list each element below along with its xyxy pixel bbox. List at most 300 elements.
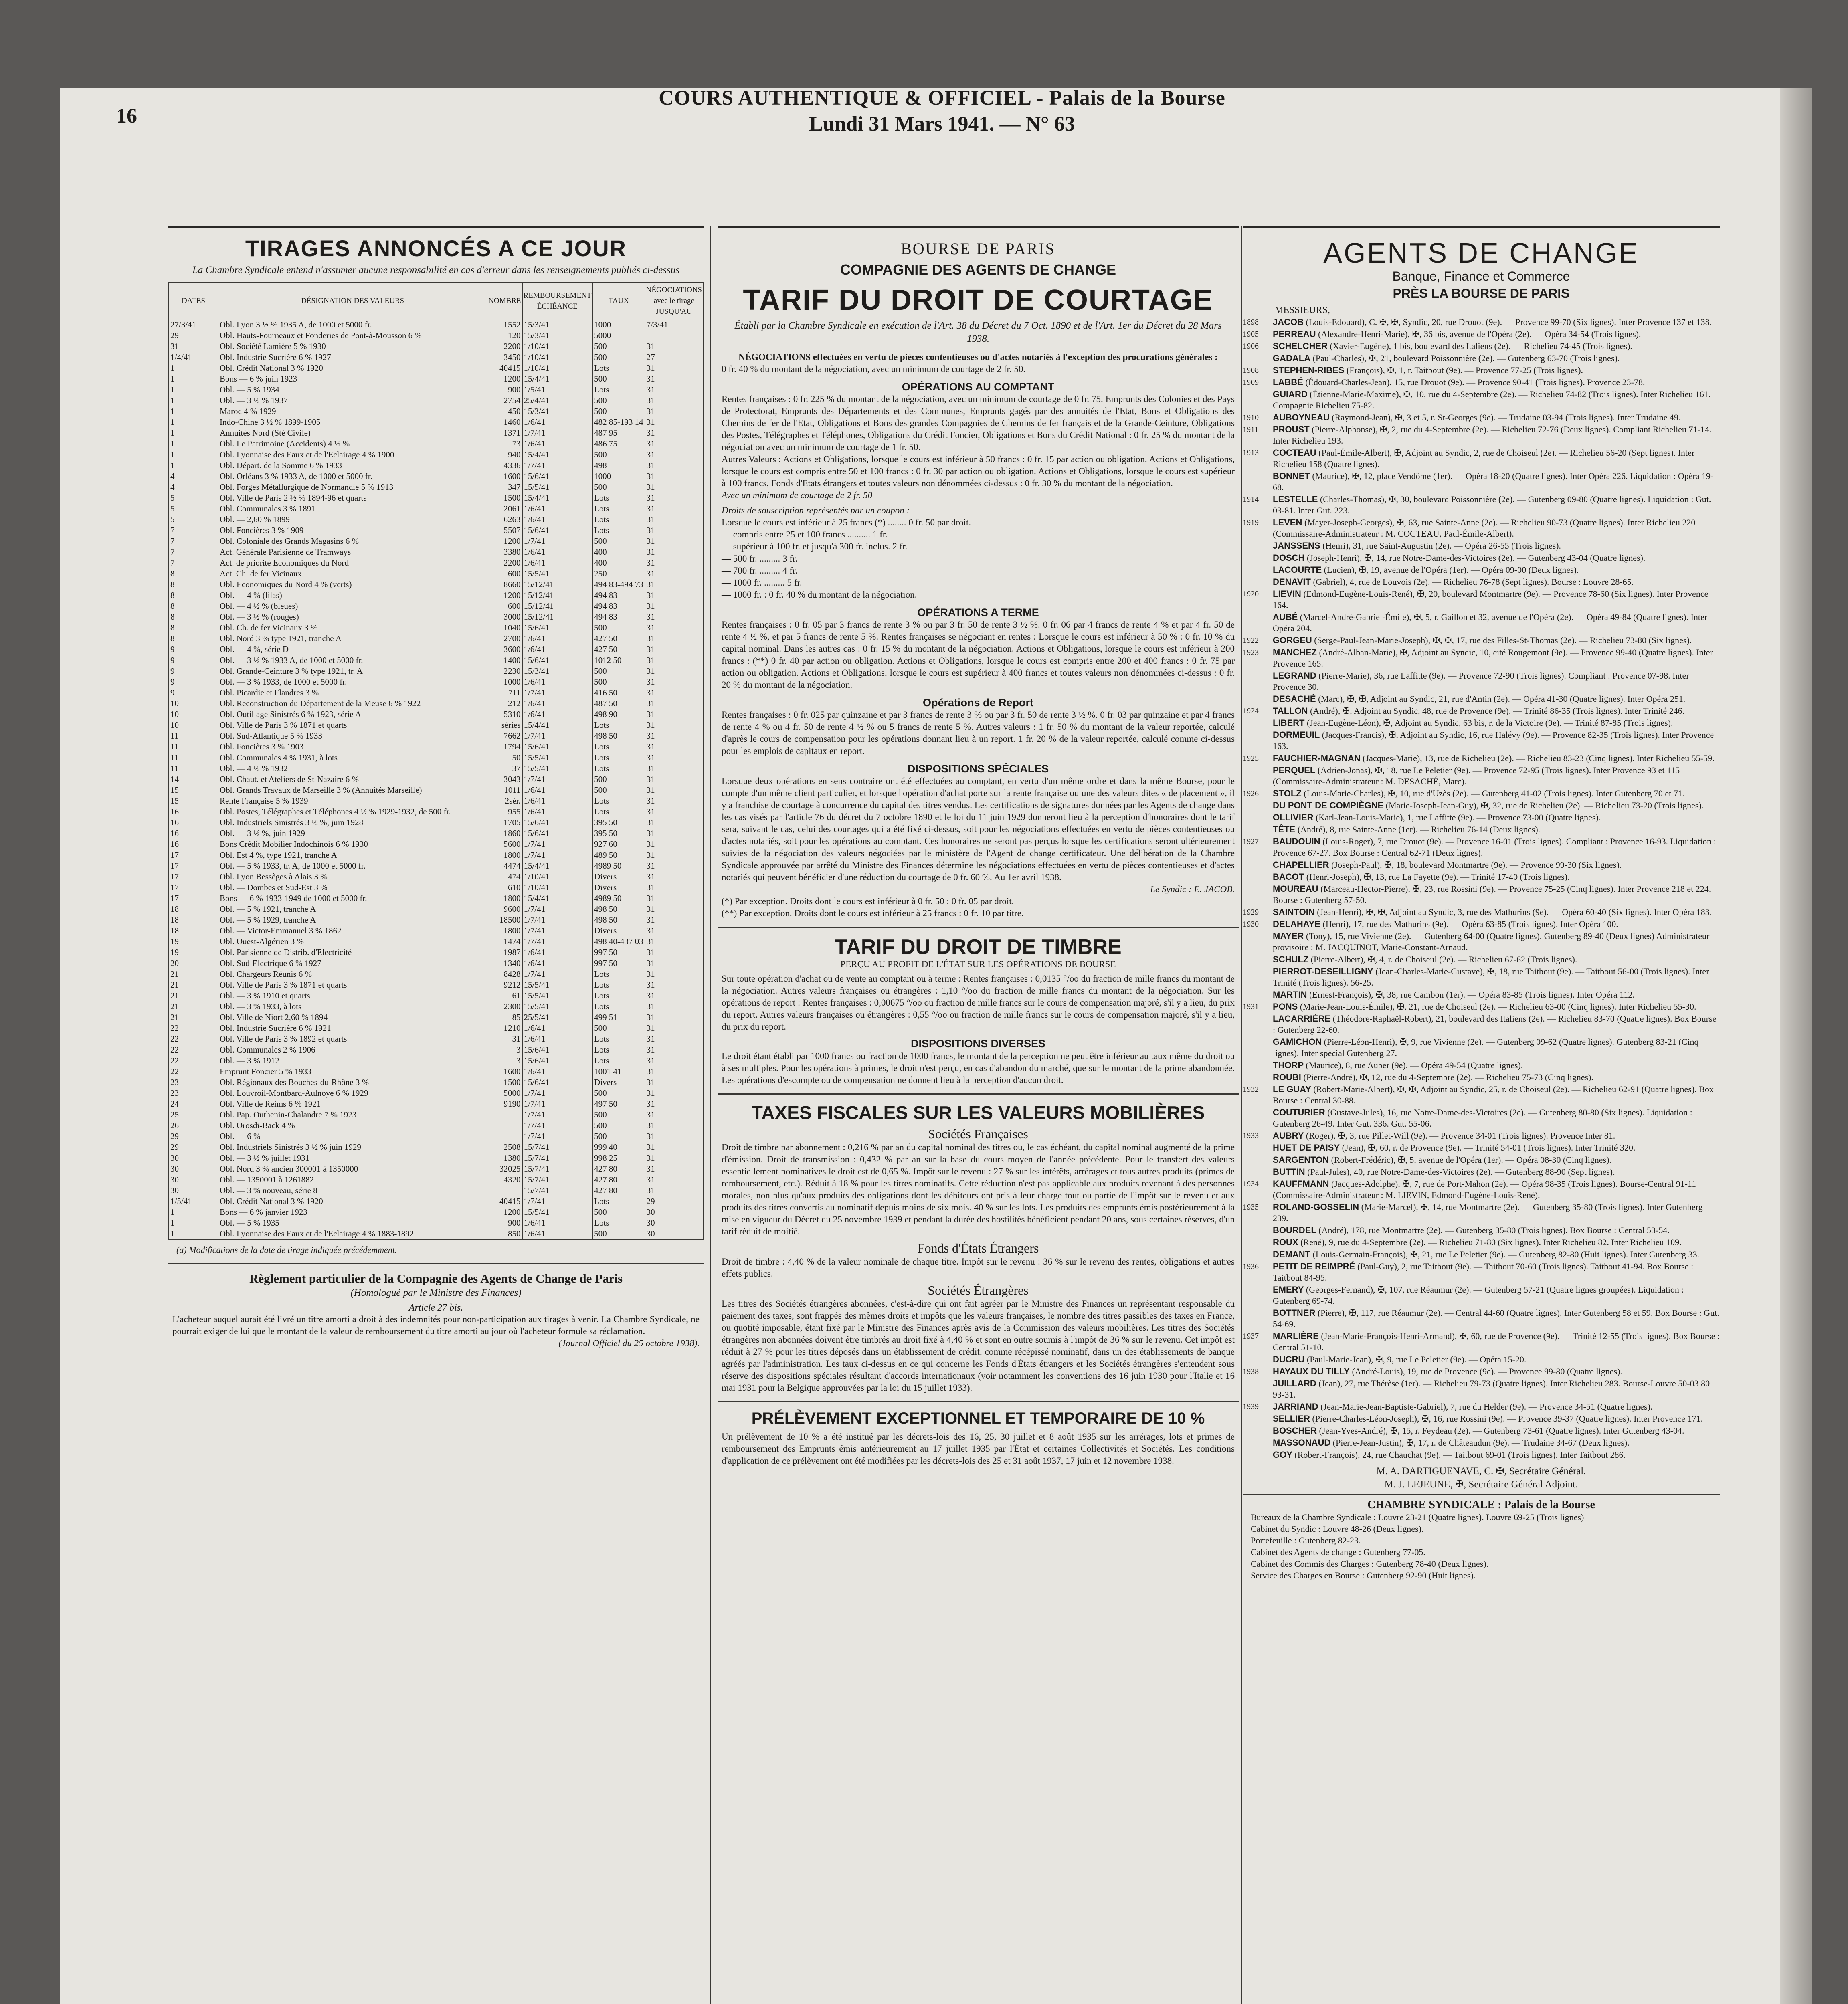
table-cell: 16 — [169, 806, 218, 817]
agent-year — [1243, 883, 1273, 906]
table-cell: 31 — [645, 406, 703, 417]
table-cell: 1800 — [487, 850, 522, 861]
table-cell: 600 — [487, 568, 522, 579]
table-cell: Obl. Coloniale des Grands Magasins 6 % — [218, 536, 487, 547]
table-cell: 8 — [169, 601, 218, 612]
agent-details — [1273, 1331, 1720, 1353]
table-cell: Obl. Le Patrimoine (Accidents) 4 ½ % — [218, 438, 487, 449]
agent-year: 1922 — [1243, 636, 1259, 645]
table-cell: 499 51 — [592, 1012, 645, 1023]
table-cell: 26 — [169, 1120, 218, 1131]
agent-name: LEGRAND — [1273, 671, 1316, 681]
table-cell: 500 — [592, 341, 645, 352]
table-cell: 9 — [169, 687, 218, 698]
agent-year — [1243, 717, 1273, 729]
agent-year — [1243, 1449, 1273, 1461]
table-cell: 31 — [645, 363, 703, 374]
agent-year — [1243, 1354, 1273, 1365]
table-cell: 2754 — [487, 395, 522, 406]
agent-address: (Jacques-Francis), ✠, Adjoint au Syndic, 16, rue Halévy (9e). — Provence 82-35 (Trois lignes). Inter Provence 163. — [1273, 730, 1714, 751]
agent-name: BAUDOUIN — [1273, 836, 1320, 846]
table-cell: 40415 — [487, 1196, 522, 1207]
table-cell: 8660 — [487, 579, 522, 590]
comptant-text: Rentes françaises : 0 fr. 225 % du montant de la négociation, avec un minimum de courtage de 0 fr. 75. Emprunts des Colonies et des Pays de Protectorat, Emprunts des Départements et des Communes, Emprunts gagés par des annuités de l'Etat, Bons et Obligations des Chemins de fer de l'Etat, Obligations et Bons des grandes Compagnies de Chemins de fer français et de la Grande-Ceinture, Obligations des Postes, Télégraphes et Téléphones, Obligations du Crédit Foncier, Obligations et Bons du Crédit National : 0 fr. 25 % du montant de la négociation avec un minimum de courtage de 1 fr. 50. — [722, 394, 1235, 452]
divider — [1243, 1494, 1720, 1495]
table-cell: 31 — [645, 590, 703, 601]
agent-details — [1273, 1237, 1720, 1248]
table-cell: 31 — [487, 1034, 522, 1044]
table-cell: 31 — [645, 882, 703, 893]
table-cell: 120 — [487, 330, 522, 341]
table-cell: 31 — [645, 958, 703, 969]
agent-name: SAINTOIN — [1273, 907, 1315, 917]
table-row — [169, 341, 703, 352]
agent-address: (Robert-François), 24, rue Chauchat (9e). — Taitbout 69-01 (Trois lignes). Inter Taitbout 286. — [1294, 1450, 1626, 1460]
table-cell: 427 50 — [592, 644, 645, 655]
table-cell: 500 — [592, 1023, 645, 1034]
table-row — [169, 558, 703, 568]
table-cell: 1474 — [487, 936, 522, 947]
agent-details — [1273, 494, 1720, 516]
negociations-text: 0 fr. 40 % du montant de la négociation, avec un minimum de courtage de 2 fr. 50. — [722, 364, 1026, 374]
agent-details — [1273, 812, 1720, 823]
agent-address: (André-Louis), 19, rue de Provence (9e). — Provence 99-80 (Quatre lignes). — [1352, 1366, 1622, 1376]
agent-name: LACARRIÈRE — [1273, 1014, 1331, 1024]
agent-name: MASSONAUD — [1273, 1438, 1331, 1448]
agent-year: 1905 — [1243, 330, 1259, 339]
agent-year — [1243, 670, 1273, 693]
table-cell: 1/6/41 — [522, 1218, 593, 1228]
table-row — [169, 525, 703, 536]
agent-details — [1273, 931, 1720, 953]
table-cell: 31 — [645, 785, 703, 796]
agent-name: MANCHEZ — [1273, 647, 1317, 657]
table-cell: Obl. — 3 ½ % 1937 — [218, 395, 487, 406]
table-header-row — [169, 283, 703, 319]
table-cell: 1 — [169, 384, 218, 395]
agent-year: 1936 — [1243, 1262, 1259, 1271]
table-cell: Obl. Ville de Niort 2,60 % 1894 — [218, 1012, 487, 1023]
table-row — [169, 612, 703, 622]
agent-name: TALLON — [1273, 706, 1308, 716]
chambre-line: Service des Charges en Bourse : Gutenberg 92-90 (Huit lignes). — [1251, 1570, 1476, 1580]
agent-year: 1931 — [1243, 1002, 1259, 1011]
page-header — [641, 86, 1243, 136]
table-cell: Obl. Ville de Paris 2 ½ % 1894-96 et quarts — [218, 493, 487, 503]
table-cell: 37 — [487, 763, 522, 774]
table-cell: 2200 — [487, 558, 522, 568]
agent-name: STEPHEN-RIBES — [1273, 365, 1345, 375]
table-cell: 1/10/41 — [522, 352, 593, 363]
agent-details — [1273, 729, 1720, 752]
table-cell: 31 — [645, 449, 703, 460]
table-cell: 999 40 — [592, 1142, 645, 1153]
agent-entry — [1243, 693, 1720, 705]
table-cell: 31 — [645, 741, 703, 752]
agent-details — [1273, 424, 1720, 446]
table-cell: Lots — [592, 720, 645, 731]
table-cell: Obl. Louvroil-Montbard-Aulnoye 6 % 1929 — [218, 1088, 487, 1099]
table-cell: 31 — [645, 644, 703, 655]
agent-details — [1273, 907, 1720, 918]
agent-year — [1243, 1142, 1273, 1154]
table-cell: 1040 — [487, 622, 522, 633]
table-cell: 1/7/41 — [522, 969, 593, 980]
table-cell: 30 — [169, 1164, 218, 1174]
table-cell: 23 — [169, 1088, 218, 1099]
table-cell: 16 — [169, 839, 218, 850]
table-cell: 498 90 — [592, 709, 645, 720]
agent-address: (Maurice), ✠, 12, place Vendôme (1er). — Opéra 18-20 (Quatre lignes). Inter Opéra 226. Liquidation : Opéra 19-68. — [1273, 471, 1714, 492]
table-cell: Obl. — 4 ½ % 1932 — [218, 763, 487, 774]
agent-address: (Henri), 31, rue Saint-Augustin (2e). — Opéra 26-55 (Trois lignes). — [1322, 541, 1561, 551]
table-cell: 15/12/41 — [522, 579, 593, 590]
divider — [718, 927, 1239, 928]
agent-year — [1243, 576, 1273, 588]
table-cell: 1/6/41 — [522, 796, 593, 806]
table-cell: 15/5/41 — [522, 1001, 593, 1012]
column-rule — [710, 226, 711, 2004]
agents-subtitle-2: PRÈS LA BOURSE DE PARIS — [1393, 286, 1570, 301]
agent-address: (Louis-Marie-Charles), ✠, 10, rue d'Uzès (2e). — Gutenberg 41-02 (Trois lignes). Inter Gutenberg 70 et 71. — [1304, 788, 1685, 798]
table-cell: 15 — [169, 785, 218, 796]
agent-address: (Pierre-Léon-Henri), ✠, 9, rue Vivienne (2e). — Gutenberg 09-62 (Quatre lignes). Gutenberg 83-21 (Cinq lignes). Inter spécial Gutenberg 27. — [1273, 1037, 1699, 1058]
page-number: 16 — [116, 105, 137, 127]
table-cell: Lots — [592, 741, 645, 752]
agent-entry — [1243, 705, 1720, 717]
table-cell: 31 — [645, 1088, 703, 1099]
table-row — [169, 1142, 703, 1153]
table-cell: 31 — [645, 341, 703, 352]
table-cell: 1/7/41 — [522, 925, 593, 936]
agent-entry — [1243, 800, 1720, 811]
table-cell: 50 — [487, 752, 522, 763]
table-cell: 7 — [169, 547, 218, 558]
table-cell: Obl. — 4 %, série D — [218, 644, 487, 655]
table-cell: Lots — [592, 1196, 645, 1207]
table-cell: 31 — [645, 915, 703, 925]
agent-name: SELLIER — [1273, 1414, 1310, 1424]
agent-details — [1273, 883, 1720, 906]
column-rule — [1241, 226, 1242, 2004]
agent-name: CHAPELLIER — [1273, 860, 1329, 870]
agent-name: PROUST — [1273, 424, 1310, 434]
table-cell: Lots — [592, 503, 645, 514]
table-cell: 20 — [169, 958, 218, 969]
divider — [718, 1093, 1239, 1095]
table-cell: 2700 — [487, 633, 522, 644]
agent-name: FAUCHIER-MAGNAN — [1273, 753, 1361, 763]
agent-address: (Jean), ✠, 60, r. de Provence (9e). — Trinité 54-01 (Trois lignes). Inter Trinité 320. — [1342, 1143, 1636, 1153]
table-cell: Obl. Ouest-Algérien 3 % — [218, 936, 487, 947]
table-cell: 1/7/41 — [522, 774, 593, 785]
table-cell: 1/10/41 — [522, 363, 593, 374]
agent-details — [1273, 1401, 1720, 1412]
agent-entry — [1243, 635, 1720, 646]
table-cell: 25/4/41 — [522, 395, 593, 406]
minimum-note: Avec un minimum de courtage de 2 fr. 50 — [722, 490, 873, 500]
agent-address: (Henri-Joseph), ✠, 13, rue La Fayette (9e). — Trinité 17-40 (Trois lignes). — [1306, 872, 1570, 882]
table-cell: 29 — [645, 1196, 703, 1207]
table-cell: 997 50 — [592, 947, 645, 958]
table-cell: 31 — [645, 1023, 703, 1034]
prelevement-text: Un prélèvement de 10 % a été institué par les décrets-lois des 16, 25, 30 juillet et 8 août 1935 sur les arrérages, lots et primes de remboursement des Emprunts émis antérieurement au 17 juillet 1935 par l'État et certaines Collectivités et Sociétés. Les conditions d'application de ce prélèvement ont été modifiées par les décrets-lois des 25 et 31 août 1937, 17 juin et 12 novembre 1938. — [722, 1432, 1235, 1466]
agent-details — [1273, 1366, 1720, 1377]
table-cell: 1/7/41 — [522, 1120, 593, 1131]
syndic-signature: Le Syndic : E. JACOB. — [1150, 884, 1235, 894]
table-cell: 500 — [592, 352, 645, 363]
taxes-etat-text: Droit de timbre : 4,40 % de la valeur nominale de chaque titre. Impôt sur le revenu : 36 % sur le revenu des rentes, obligations et autres effets publics. — [722, 1257, 1235, 1279]
agent-details — [1273, 576, 1720, 588]
table-cell: 4989 50 — [592, 893, 645, 904]
table-cell: 15/3/41 — [522, 666, 593, 677]
agent-address: (Mayer-Joseph-Georges), ✠, 63, rue Sainte-Anne (2e). — Richelieu 90-73 (Quatre lignes). Inter Richelieu 220 (Commissaire-Administrateur : M. COCTEAU, Paul-Émile-Albert). — [1273, 517, 1696, 539]
agent-year: 1913 — [1243, 448, 1259, 457]
table-cell: 15/5/41 — [522, 1207, 593, 1218]
table-cell: Obl. — 4 % (lilas) — [218, 590, 487, 601]
table-cell: 1/7/41 — [522, 915, 593, 925]
table-row — [169, 709, 703, 720]
table-cell: 7 — [169, 536, 218, 547]
table-cell: 1/7/41 — [522, 731, 593, 741]
agent-address: (Marie-Joseph-Jean-Guy), ✠, 32, rue de Richelieu (2e). — Richelieu 73-20 (Trois lignes). — [1385, 800, 1704, 810]
agent-name: LIBERT — [1273, 718, 1305, 728]
table-cell: 15/5/41 — [522, 763, 593, 774]
table-cell: 1200 — [487, 374, 522, 384]
agent-address: (Paul-Guy), 2, rue Taitbout (9e). — Taitbout 70-60 (Trois lignes). Taitbout 41-94. Box Bourse : Taitbout 84-95. — [1273, 1261, 1694, 1283]
agent-address: (Charles-Thomas), ✠, 30, boulevard Poissonnière (2e). — Gutenberg 09-80 (Quatre lignes). Liquidation : Gut. 03-81. Inter Gut. 223. — [1273, 494, 1711, 515]
agent-address: (Jean-Charles-Marie-Gustave), ✠, 18, rue Taitbout (9e). — Taitbout 56-00 (Trois lignes). Inter Trinité (Trois lignes). 56-25. — [1273, 966, 1709, 988]
agent-year: 1924 — [1243, 707, 1259, 715]
agent-year — [1243, 1425, 1273, 1436]
table-cell: 1 — [169, 428, 218, 438]
agent-year — [1243, 1284, 1273, 1307]
table-cell: 31 — [645, 1109, 703, 1120]
tirages-title: TIRAGES ANNONCÉS A CE JOUR — [245, 236, 627, 261]
agent-details — [1273, 1154, 1720, 1166]
table-cell: 40415 — [487, 363, 522, 374]
table-row — [169, 590, 703, 601]
agent-address: (Henri), 17, rue des Mathurins (9e). — Opéra 63-85 (Trois lignes). Inter Opéra 100. — [1322, 919, 1618, 929]
table-cell: Lots — [592, 990, 645, 1001]
speciales-text: Lorsque deux opérations en sens contraire ont été effectuées au comptant, en vertu d'un même ordre et dans la même Bourse, pour le compte d'un même client particulier, et lorsque l'opération d'achat porte sur la rente française ou une des valeurs dites « de placement », il y a franchise de courtage à concurrence du capital des titres vendus. Les certifications de signatures données par les Agents de change dans les cas visés par l'article 76 du décret du 7 octobre 1890 et le loi du 11 juin 1929 donneront lieu à la perception d'honoraires dont le tarif sera, suivant le cas, celui des courtages qui a été fixé ci-dessus, soit pour les négociations effectuées en vertu de pièces contentieuses ou d'actes notariés, soit pour les opérations au comptant. Ces honoraires ne seront pas perçus lorsque les certifications seront ultérieurement suivies de la négociation des valeurs négociées par le ministère de l'Agent de change certificateur. Une délibération de la Chambre Syndicale approuvée par arrêté du Ministre des Finances détermine les négociations effectuées en vertu de pièces contentieuses et d'actes notariés qui peuvent bénéficier d'une réduction du courtage de 0 fr. 60 %. Au 1er avril 1938. — [722, 776, 1235, 882]
table-cell: 1400 — [487, 655, 522, 666]
agent-name: EMERY — [1273, 1285, 1304, 1295]
agent-entry — [1243, 859, 1720, 871]
table-cell: 4 — [169, 482, 218, 493]
table-row — [169, 363, 703, 374]
table-row — [169, 969, 703, 980]
table-cell: Lots — [592, 384, 645, 395]
agent-year: 1934 — [1243, 1180, 1259, 1188]
table-row — [169, 438, 703, 449]
table-cell: Obl. — 5 % 1921, tranche A — [218, 904, 487, 915]
agent-name: DELAHAYE — [1273, 919, 1320, 929]
agent-name: JUILLARD — [1273, 1378, 1316, 1388]
agent-year — [1243, 824, 1273, 835]
table-cell: 711 — [487, 687, 522, 698]
table-cell: 31 — [645, 861, 703, 871]
table-cell: 1/6/41 — [522, 1023, 593, 1034]
table-cell: 29 — [169, 330, 218, 341]
agent-name: GADALA — [1273, 353, 1311, 363]
taxes-etr-heading: Sociétés Étrangères — [928, 1283, 1029, 1297]
agent-address: (Pierre-André), ✠, 12, rue du 4-Septembre (2e). — Richelieu 75-73 (Cinq lignes). — [1303, 1072, 1593, 1082]
table-cell: 498 50 — [592, 915, 645, 925]
table-cell: Obl. Industriels Sinistrés 3 ½ %, juin 1928 — [218, 817, 487, 828]
table-row — [169, 319, 703, 330]
table-cell: 15/4/41 — [522, 720, 593, 731]
chambre-title: CHAMBRE SYNDICALE : Palais de la Bourse — [1367, 1499, 1595, 1511]
table-row — [169, 601, 703, 612]
table-cell: 1/7/41 — [522, 428, 593, 438]
agent-year — [1243, 564, 1273, 576]
table-row — [169, 644, 703, 655]
column-header: REMBOURSEMENT ÉCHÉANCE — [522, 283, 593, 319]
table-cell: 31 — [645, 763, 703, 774]
table-cell: 500 — [592, 677, 645, 687]
agent-details — [1273, 1001, 1720, 1012]
table-cell: 500 — [592, 666, 645, 677]
table-cell: 1 — [169, 374, 218, 384]
negociations-heading: NÉGOCIATIONS effectuées en vertu de pièces contentieuses ou d'actes notariés à l'exception des procurations générales : — [738, 352, 1218, 362]
table-cell: 31 — [645, 525, 703, 536]
table-row — [169, 568, 703, 579]
table-cell: Lots — [592, 969, 645, 980]
taxes-fr-heading: Sociétés Françaises — [928, 1127, 1028, 1141]
table-cell: 85 — [487, 1012, 522, 1023]
table-row — [169, 579, 703, 590]
table-row — [169, 806, 703, 817]
table-cell: Obl. — 5 % 1934 — [218, 384, 487, 395]
table-cell: 494 83-494 73 — [592, 579, 645, 590]
agent-details — [1273, 329, 1720, 340]
agent-entry — [1243, 1036, 1720, 1059]
table-cell: 16 — [169, 828, 218, 839]
timbre-subtitle: PERÇU AU PROFIT DE L'ÉTAT SUR LES OPÉRATIONS DE BOURSE — [840, 959, 1116, 969]
table-cell: Lots — [592, 752, 645, 763]
agent-entry — [1243, 1084, 1720, 1106]
table-cell: 8428 — [487, 969, 522, 980]
souscription-line: Lorsque le cours est inférieur à 25 francs (*) ........ 0 fr. 50 par droit. — [722, 517, 971, 527]
agent-entry — [1243, 1130, 1720, 1141]
table-cell: 22 — [169, 1044, 218, 1055]
agent-address: (Edmond-Eugène-Louis-René), ✠, 20, boulevard Montmartre (9e). — Provence 78-60 (Six lignes). Inter Provence 164. — [1273, 589, 1708, 610]
table-cell: 1/7/41 — [522, 1196, 593, 1207]
table-cell: 395 50 — [592, 828, 645, 839]
agent-year — [1243, 389, 1273, 411]
table-cell: Obl. Départ. de la Somme 6 % 1933 — [218, 460, 487, 471]
table-cell: 3 — [487, 1044, 522, 1055]
agent-details — [1273, 1413, 1720, 1424]
table-cell: 15/4/41 — [522, 893, 593, 904]
table-cell: Obl. Reconstruction du Département de la Meuse 6 % 1922 — [218, 698, 487, 709]
agent-details — [1273, 1307, 1720, 1330]
table-cell: 30 — [645, 1218, 703, 1228]
table-cell: 487 95 — [592, 428, 645, 438]
table-row — [169, 698, 703, 709]
agent-year: 1933 — [1243, 1131, 1259, 1140]
table-cell — [645, 330, 703, 341]
table-cell: 10 — [169, 720, 218, 731]
agent-name: GORGEU — [1273, 635, 1312, 645]
table-cell: 31 — [645, 1077, 703, 1088]
table-cell: Obl. Ville de Paris 3 % 1892 et quarts — [218, 1034, 487, 1044]
table-cell: 31 — [645, 666, 703, 677]
agent-address: (Xavier-Eugène), 1 bis, boulevard des Italiens (2e). — Richelieu 74-45 (Trois lignes). — [1330, 341, 1632, 351]
agent-year: 1926 — [1243, 789, 1259, 798]
table-cell: 1/6/41 — [522, 417, 593, 428]
table-row — [169, 374, 703, 384]
table-row — [169, 1218, 703, 1228]
table-cell: 610 — [487, 882, 522, 893]
table-cell: 5 — [169, 514, 218, 525]
agent-year — [1243, 552, 1273, 564]
table-cell: 1000 — [487, 677, 522, 687]
divider — [168, 1263, 704, 1264]
table-cell: 1/7/41 — [522, 1099, 593, 1109]
agent-year — [1243, 931, 1273, 953]
table-cell: 15/3/41 — [522, 319, 593, 330]
table-cell: 1371 — [487, 428, 522, 438]
table-cell: 998 25 — [592, 1153, 645, 1164]
table-cell: 8 — [169, 622, 218, 633]
agent-year — [1243, 765, 1273, 787]
table-cell: 15/6/41 — [522, 1055, 593, 1066]
agents-title: AGENTS DE CHANGE — [1323, 237, 1639, 269]
agent-name: DUCRU — [1273, 1354, 1305, 1364]
table-cell: 4 — [169, 471, 218, 482]
table-row — [169, 893, 703, 904]
table-cell: 31 — [645, 677, 703, 687]
agent-entry — [1243, 1013, 1720, 1036]
table-row — [169, 536, 703, 547]
agent-details — [1273, 1378, 1720, 1400]
table-cell: Obl. Ville de Reims 6 % 1921 — [218, 1099, 487, 1109]
table-cell: 1/7/41 — [522, 1088, 593, 1099]
table-cell: 10 — [169, 698, 218, 709]
agent-details — [1273, 341, 1720, 352]
tirages-table — [168, 282, 704, 1240]
agent-entry — [1243, 931, 1720, 953]
table-row — [169, 1077, 703, 1088]
agent-details — [1273, 1142, 1720, 1154]
agent-address: (Louis-Germain-François), ✠, 21, rue Le Peletier (9e). — Gutenberg 82-80 (Huit lignes). Inter Gutenberg 33. — [1312, 1249, 1700, 1259]
agent-name: AUBOYNEAU — [1273, 412, 1330, 422]
table-cell: 11 — [169, 741, 218, 752]
table-cell: 250 — [592, 568, 645, 579]
table-cell: 15/6/41 — [522, 525, 593, 536]
table-cell: 1/7/41 — [522, 1131, 593, 1142]
table-cell: 31 — [645, 601, 703, 612]
table-cell: 1705 — [487, 817, 522, 828]
table-cell: Obl. Hauts-Fourneaux et Fonderies de Pont-à-Mousson 6 % — [218, 330, 487, 341]
table-row — [169, 1055, 703, 1066]
table-cell: Act. de priorité Economiques du Nord — [218, 558, 487, 568]
agent-address: (André-Alban-Marie), ✠, Adjoint au Syndic, 10, cité Rougemont (9e). — Provence 99-40 (Quatre lignes). Inter Provence 165. — [1273, 647, 1713, 669]
agent-entry — [1243, 954, 1720, 965]
table-row — [169, 1131, 703, 1142]
agent-entry — [1243, 1202, 1720, 1224]
table-cell: Obl. Economiques du Nord 4 % (verts) — [218, 579, 487, 590]
agent-entry — [1243, 389, 1720, 411]
agent-details — [1273, 765, 1720, 787]
table-cell: 1011 — [487, 785, 522, 796]
table-row — [169, 882, 703, 893]
table-cell: 500 — [592, 406, 645, 417]
table-cell: 2300 — [487, 1001, 522, 1012]
agent-details — [1273, 1107, 1720, 1129]
